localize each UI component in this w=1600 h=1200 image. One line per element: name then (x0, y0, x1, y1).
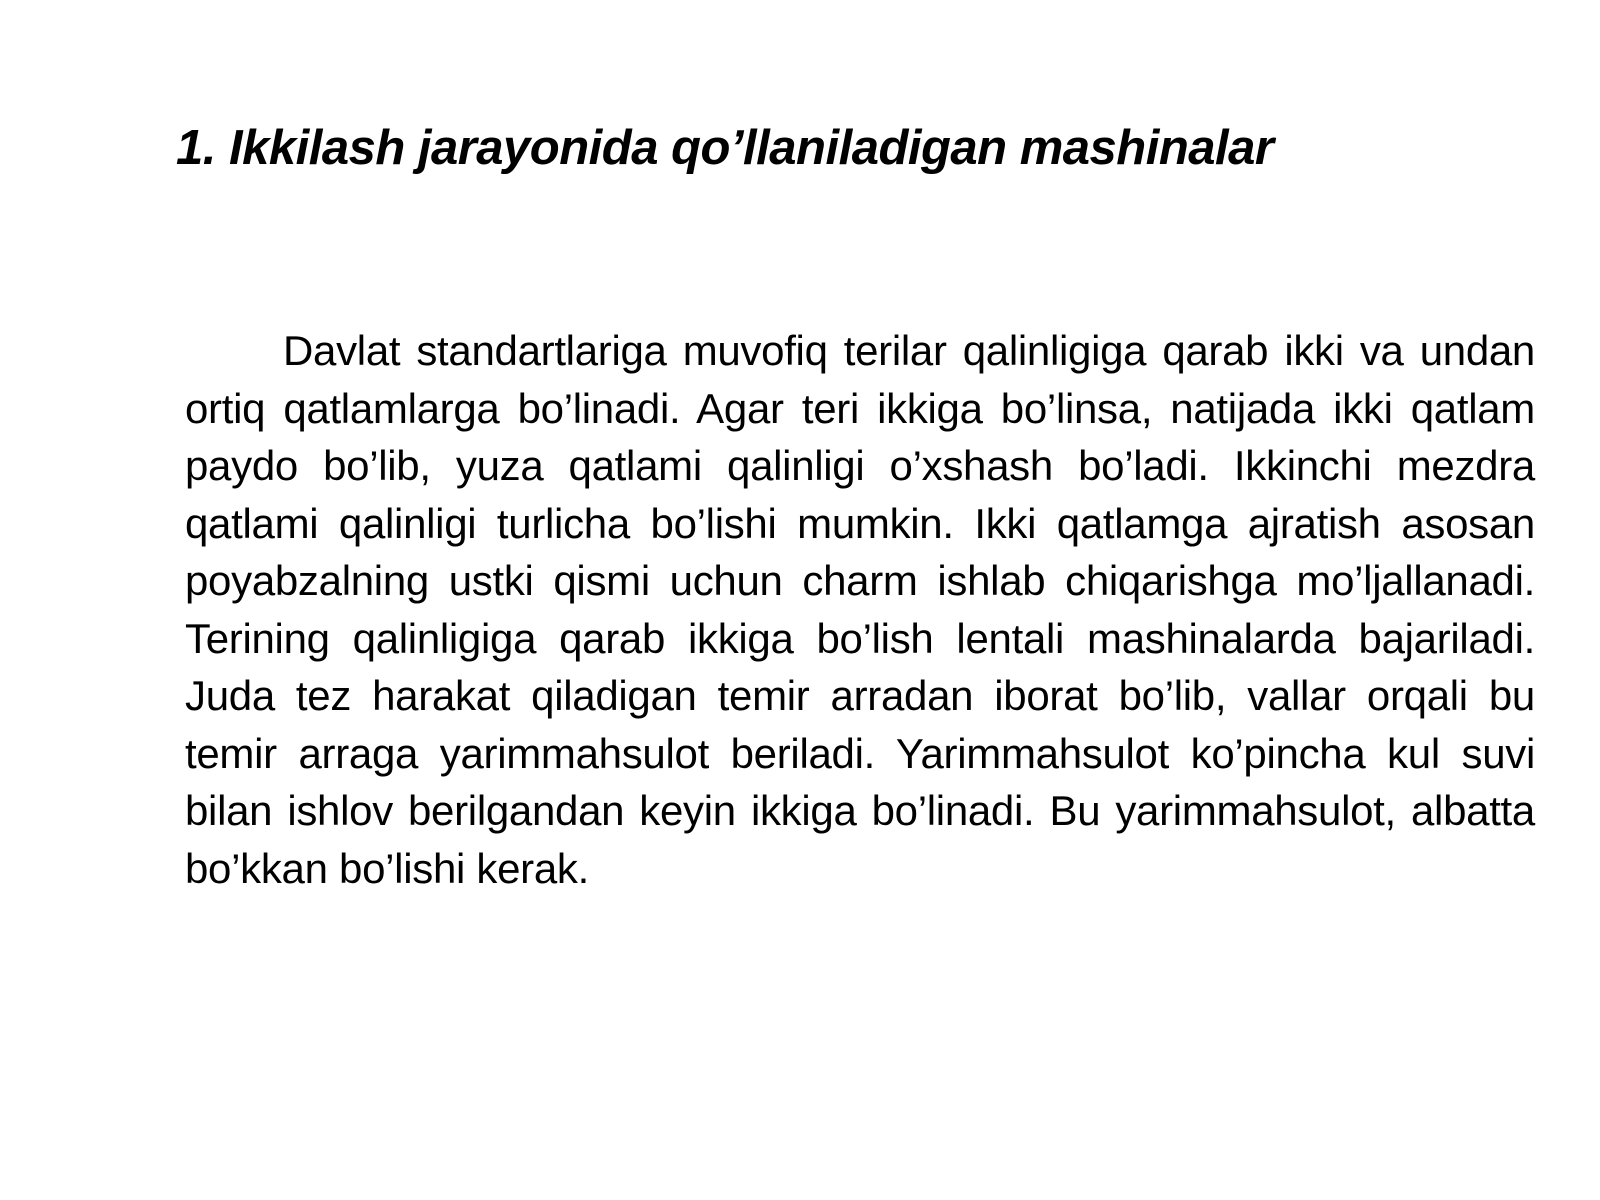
slide-paragraph: Davlat standartlariga muvofiq terilar qalinligiga qarab ikki va undan ortiq qatlamlarga bo’linadi. Agar teri ikkiga bo’linsa, natijada ikki qatlam paydo bo’lib, yuza qatlami qalinligi o’xshash bo’ladi. Ikkinchi mezdra qatlami qalinligi turlicha bo’lishi mumkin. Ikki qatlamga ajratish asosan poyabzalning ustki qismi uchun charm ishlab chiqarishga mo’ljallanadi. Terining qalinligiga qarab ikkiga bo’lish lentali mashinalarda bajariladi. Juda tez harakat qiladigan temir arradan iborat bo’lib, vallar orqali bu temir arraga yarimmahsulot beriladi. Yarimmahsulot ko’pincha kul suvi bilan ishlov berilgandan keyin ikkiga bo’linadi. Bu yarimmahsulot, albatta bo’kkan bo’lishi kerak. (185, 327, 1535, 892)
slide-title: 1. Ikkilash jarayonida qo’llaniladigan mashinalar (176, 121, 1274, 175)
